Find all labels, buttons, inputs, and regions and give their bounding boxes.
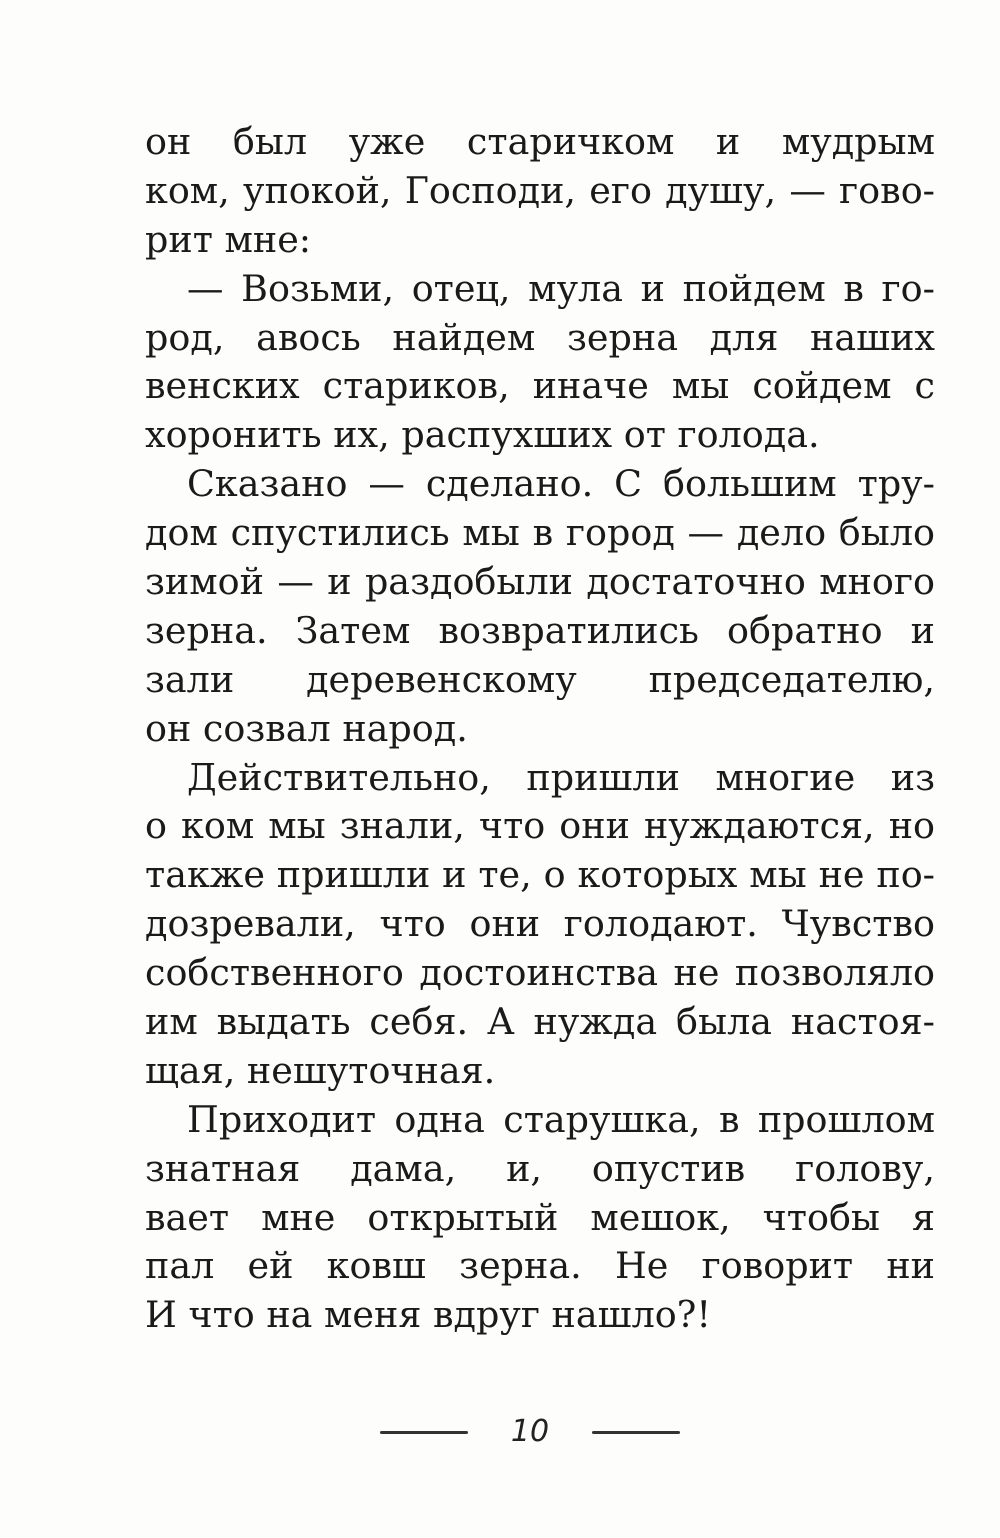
text-line: зали деревенскому председателю, xyxy=(145,657,935,701)
text-line: о ком мы знали, что они нуждаются, но xyxy=(145,804,935,848)
text-line: венских стариков, иначе мы сойдем с xyxy=(145,364,935,408)
text-line: дом спустились мы в город — дело было xyxy=(145,511,935,555)
text-line: ком, упокой, Господи, его душу, — гово- xyxy=(145,168,935,212)
text-line: им выдать себя. А нужда была настоя- xyxy=(145,1000,935,1044)
page-number: 10 xyxy=(510,1414,550,1449)
text-line: зимой — и раздобыли достаточно много xyxy=(145,560,935,604)
text-line: дозревали, что они голодают. Чувство xyxy=(145,902,935,946)
paragraph-start-line: — Возьми, отец, мула и пойдем в го- xyxy=(187,266,935,310)
text-line: также пришли и те, о которых мы не по- xyxy=(145,853,935,897)
text-line: знатная дама, и, опустив голову, xyxy=(145,1146,935,1190)
text-line: собственного достоинства не позволяло xyxy=(145,951,935,995)
text-line: вает мне открытый мешок, чтобы я xyxy=(145,1195,935,1239)
page-footer xyxy=(380,1412,680,1452)
text-line: пал ей ковш зерна. Не говорит ни xyxy=(145,1244,935,1288)
decorative-rule-left xyxy=(380,1431,468,1434)
text-line: рит мне: xyxy=(145,217,312,261)
body-text xyxy=(145,118,935,1340)
text-line: И что на меня вдруг нашло?! xyxy=(145,1293,711,1337)
text-line: зерна. Затем возвратились обратно и xyxy=(145,608,935,652)
text-line: он был уже старичком и мудрым xyxy=(145,120,935,163)
text-line: род, авось найдем зерна для наших xyxy=(145,315,935,359)
text-line: он созвал народ. xyxy=(145,706,468,750)
text-line: хоронить их, распухших от голода. xyxy=(145,413,820,457)
paragraph-start-line: Сказано — сделано. С большим тру- xyxy=(187,462,935,506)
text-line: щая, нешуточная. xyxy=(145,1048,496,1092)
paragraph-start-line: Действительно, пришли многие из xyxy=(187,755,935,799)
paragraph-start-line: Приходит одна старушка, в прошлом xyxy=(187,1097,935,1141)
decorative-rule-right xyxy=(592,1431,680,1434)
